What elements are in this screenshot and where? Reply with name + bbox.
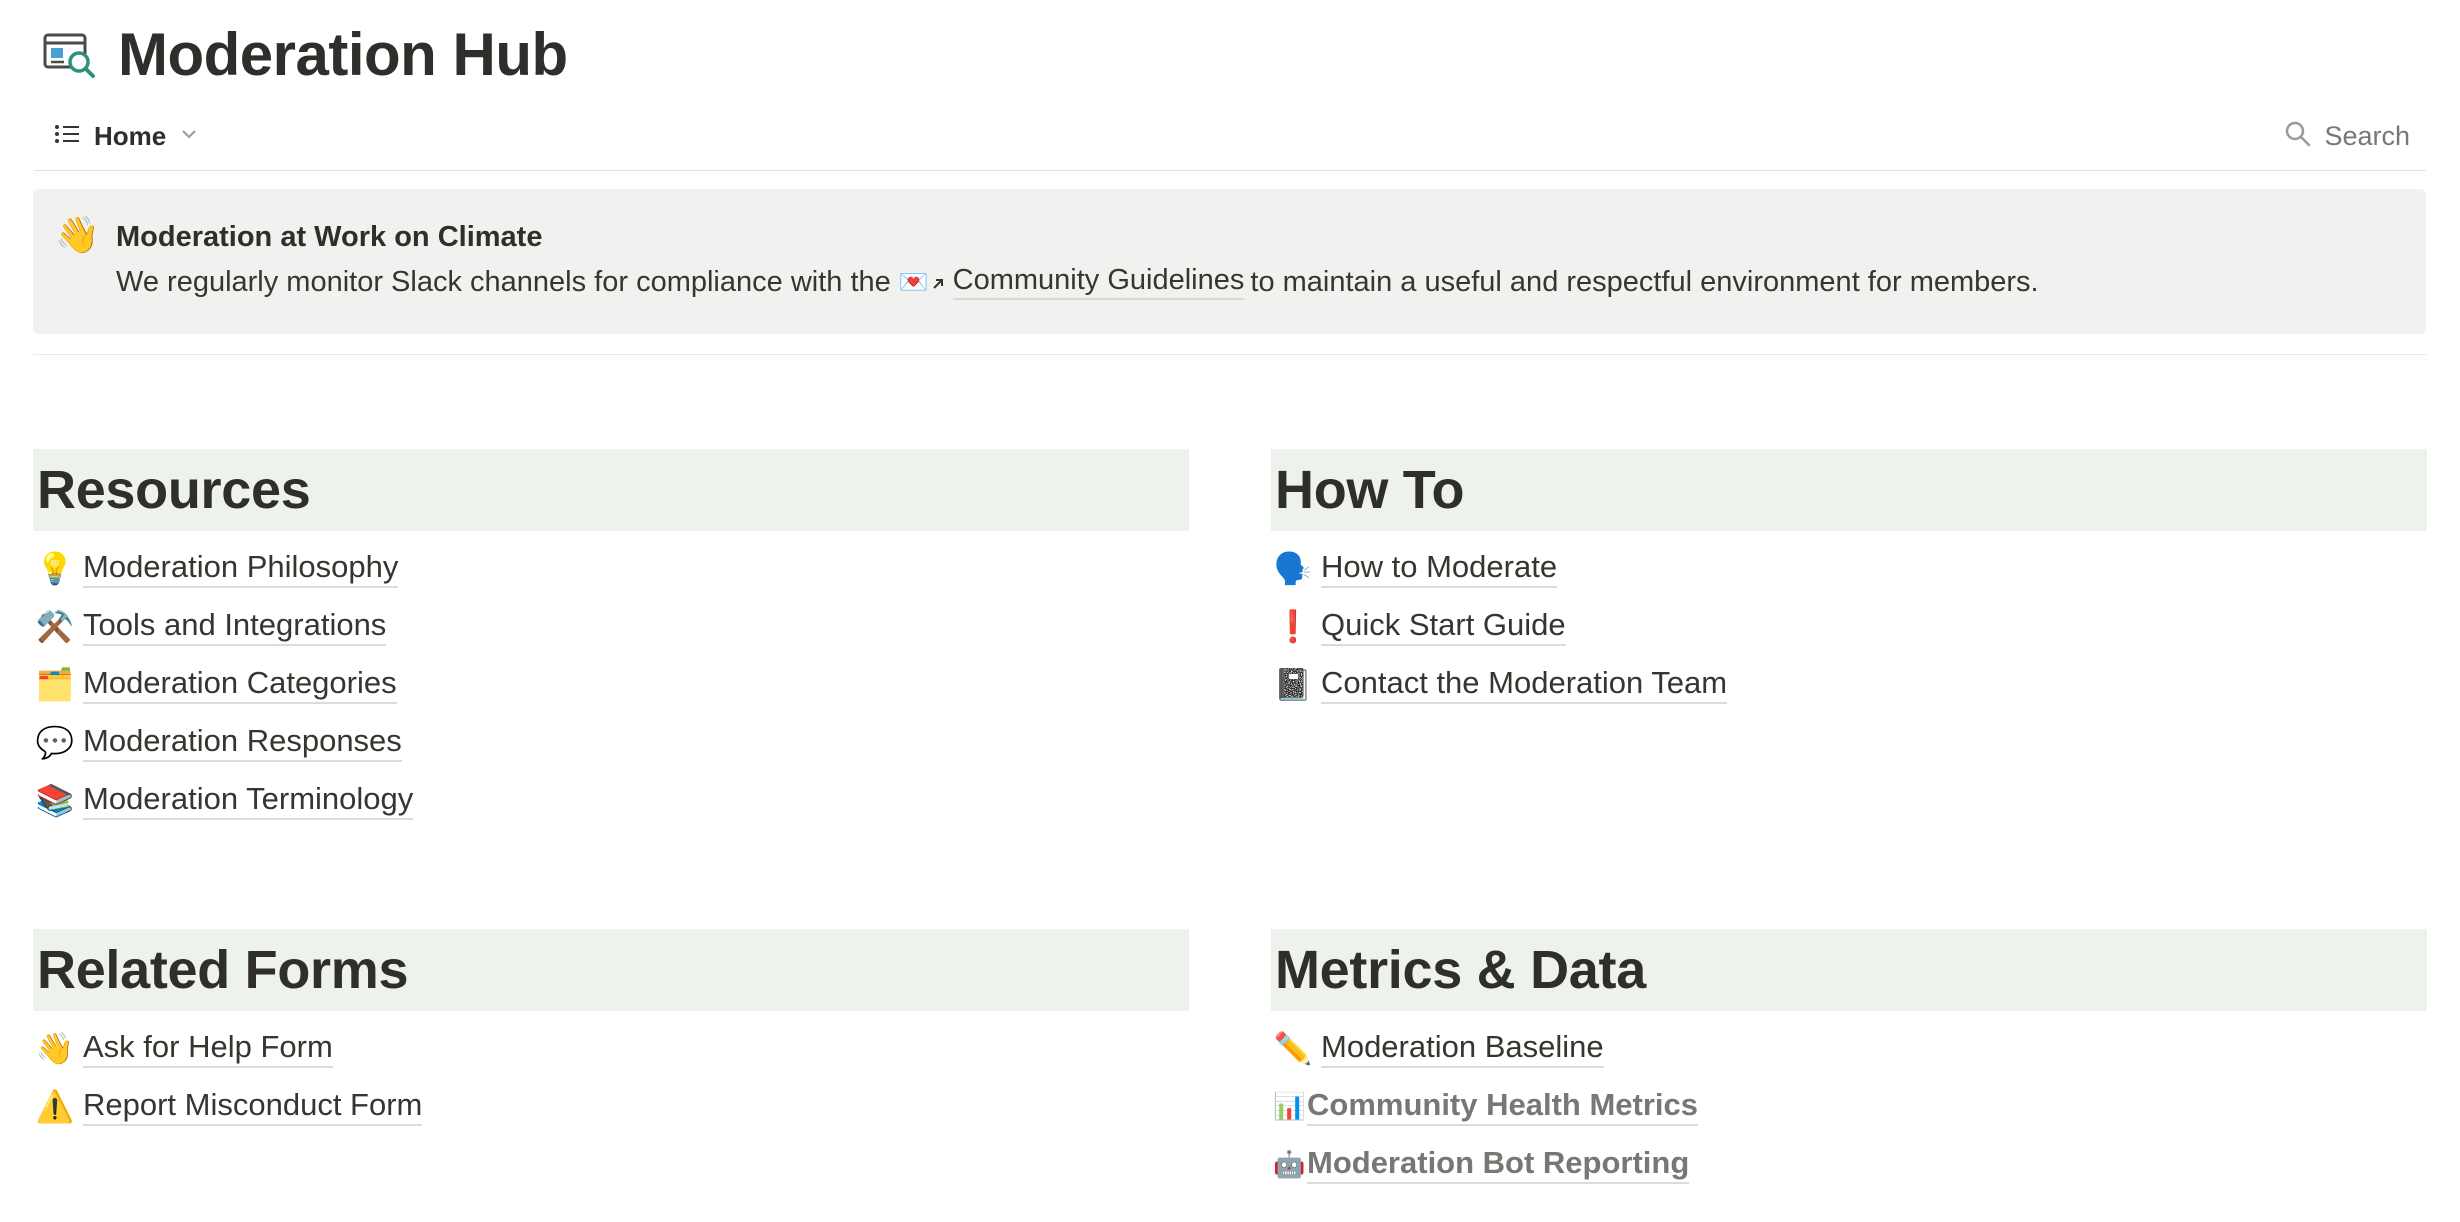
view-bar xyxy=(54,116,2410,156)
link-list xyxy=(33,1019,1189,1135)
section-metrics-data xyxy=(1271,929,2427,1193)
view-label: Home xyxy=(94,120,167,151)
section-title: Related Forms xyxy=(37,940,409,1000)
notebook-icon: 📓 xyxy=(1273,666,1313,702)
link-contact-moderation-team[interactable] xyxy=(1271,655,2427,713)
link-report-misconduct-form[interactable] xyxy=(33,1077,1189,1135)
link-label: Contact the Moderation Team xyxy=(1321,664,1727,704)
link-label: Moderation Baseline xyxy=(1321,1028,1604,1068)
link-how-to-moderate[interactable] xyxy=(1271,539,2427,597)
link-moderation-baseline[interactable] xyxy=(1271,1019,2427,1077)
link-moderation-responses[interactable] xyxy=(33,713,1189,771)
speech-balloon-icon: 💬 xyxy=(35,724,75,760)
callout xyxy=(33,189,2426,334)
link-label: Moderation Terminology xyxy=(83,780,413,820)
section-header xyxy=(33,449,1189,531)
search-icon xyxy=(2284,120,2312,153)
link-label: Moderation Philosophy xyxy=(83,548,398,588)
section-related-forms xyxy=(33,929,1189,1135)
link-community-health-metrics[interactable] xyxy=(1271,1077,2427,1135)
web-search-icon[interactable] xyxy=(40,24,100,84)
love-letter-icon: 💌 xyxy=(898,268,929,296)
hammer-and-pick-icon: ⚒️ xyxy=(35,608,75,644)
waving-hand-icon: 👋 xyxy=(35,1030,75,1066)
community-guidelines-link[interactable] xyxy=(899,264,1245,300)
link-label: Tools and Integrations xyxy=(83,606,386,646)
robot-icon: 🤖 xyxy=(1273,1149,1306,1179)
link-label: How to Moderate xyxy=(1321,548,1557,588)
link-ask-for-help-form[interactable] xyxy=(33,1019,1189,1077)
section-header xyxy=(1271,449,2427,531)
link-arrow-icon xyxy=(931,266,945,299)
speaking-head-icon: 🗣️ xyxy=(1273,550,1313,586)
link-quick-start-guide[interactable] xyxy=(1271,597,2427,655)
callout-text xyxy=(116,264,2039,300)
link-label: Report Misconduct Form xyxy=(83,1086,422,1126)
section-header xyxy=(33,929,1189,1011)
section-title: Resources xyxy=(37,460,311,520)
community-guidelines-label: Community Guidelines xyxy=(953,264,1245,300)
books-icon: 📚 xyxy=(35,782,75,818)
link-list xyxy=(33,539,1189,829)
page-header xyxy=(40,14,568,94)
page-title: Moderation Hub xyxy=(118,20,568,88)
callout-text-after: to maintain a useful and respectful environment for members. xyxy=(1250,265,2039,298)
link-list xyxy=(1271,539,2427,713)
light-bulb-icon: 💡 xyxy=(35,550,75,586)
link-label: Moderation Bot Reporting xyxy=(1307,1144,1689,1184)
callout-text-before: We regularly monitor Slack channels for compliance with the xyxy=(116,265,891,298)
exclamation-icon: ❗ xyxy=(1273,608,1313,644)
link-label: Community Health Metrics xyxy=(1307,1086,1698,1126)
divider xyxy=(34,170,2426,171)
section-title: Metrics & Data xyxy=(1275,940,1646,1000)
link-label: Ask for Help Form xyxy=(83,1028,333,1068)
warning-icon: ⚠️ xyxy=(35,1088,75,1124)
divider xyxy=(33,354,2426,355)
link-moderation-terminology[interactable] xyxy=(33,771,1189,829)
section-title: How To xyxy=(1275,460,1465,520)
waving-hand-icon: 👋 xyxy=(55,214,100,255)
chevron-down-icon xyxy=(180,127,198,145)
link-label: Moderation Responses xyxy=(83,722,402,762)
card-index-dividers-icon: 🗂️ xyxy=(35,666,75,702)
link-label: Moderation Categories xyxy=(83,664,397,704)
search-label: Search xyxy=(2324,120,2410,151)
link-moderation-categories[interactable] xyxy=(33,655,1189,713)
link-moderation-bot-reporting[interactable] xyxy=(1271,1135,2427,1193)
list-icon xyxy=(54,123,80,150)
pencil-icon: ✏️ xyxy=(1273,1030,1313,1066)
link-label: Quick Start Guide xyxy=(1321,606,1566,646)
bar-chart-icon: 📊 xyxy=(1273,1091,1306,1121)
section-header xyxy=(1271,929,2427,1011)
link-tools-and-integrations[interactable] xyxy=(33,597,1189,655)
link-list xyxy=(1271,1019,2427,1193)
view-selector[interactable] xyxy=(54,121,198,152)
callout-title: Moderation at Work on Climate xyxy=(116,221,543,253)
section-how-to xyxy=(1271,449,2427,713)
section-resources xyxy=(33,449,1189,829)
search-button[interactable] xyxy=(2284,120,2410,153)
link-moderation-philosophy[interactable] xyxy=(33,539,1189,597)
